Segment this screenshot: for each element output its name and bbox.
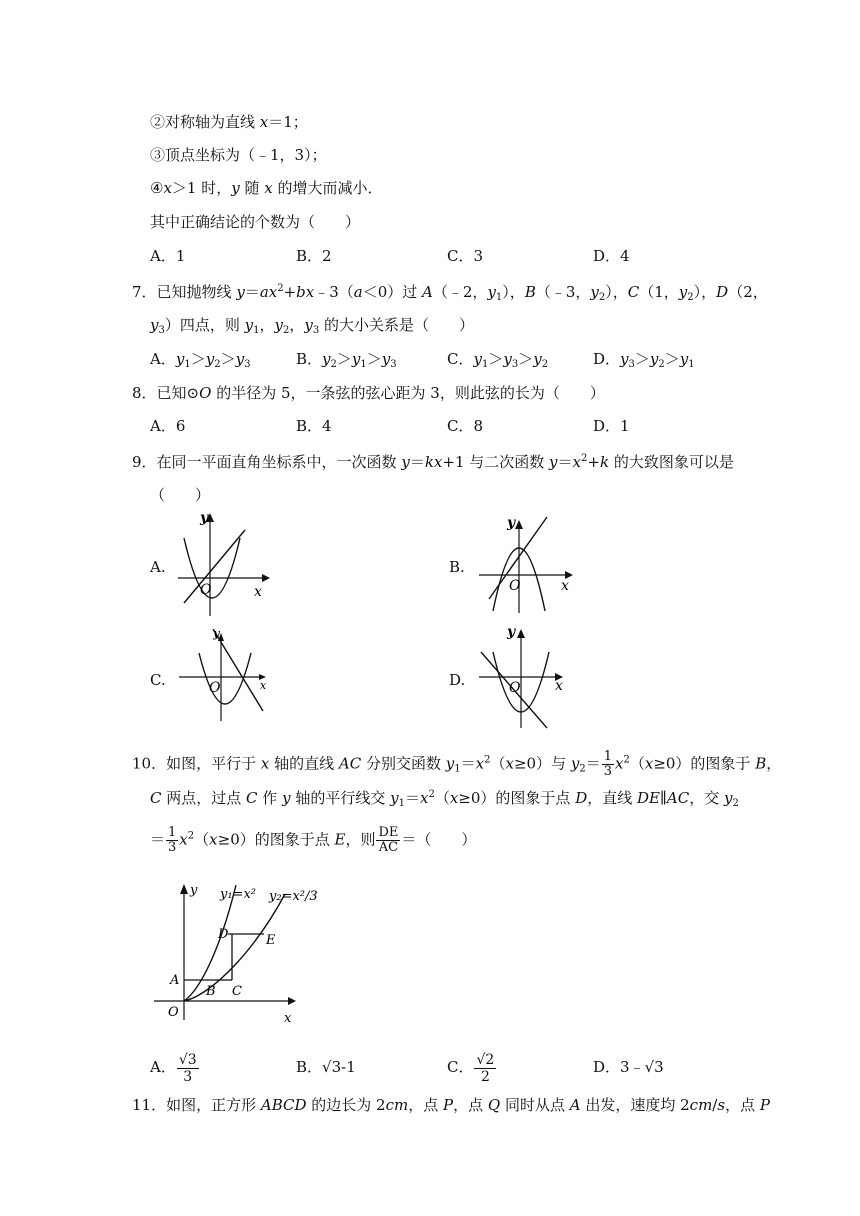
q8-option-d: D．1 [593, 417, 630, 435]
q11-text-line1: 11．如图，正方形 ABCD 的边长为 2cm，点 P，点 Q 同时从点 A 出发，速度均 2cm/s，点 P [132, 1096, 770, 1114]
q6-option-b: B．2 [296, 247, 332, 265]
q6-stem: 其中正确结论的个数为（ ） [150, 213, 361, 231]
q10-figure [150, 870, 318, 1030]
q6-item-2: ②对称轴为直线 x＝1； [150, 113, 308, 131]
q10-y-axis-label: y [190, 883, 198, 898]
q10-y1-label: y₁=x² [220, 887, 256, 902]
q9-c-origin: O [209, 680, 221, 696]
q10-point-e: E [266, 933, 276, 948]
q9-b-x-label: x [561, 578, 569, 594]
q9-label-c: C. [150, 671, 166, 689]
q8-option-a: A．6 [150, 417, 186, 435]
q9-label-b: B. [449, 558, 465, 576]
q6-item-3: ③顶点坐标为（﹣1，3）； [150, 146, 327, 164]
q9-a-origin: O [200, 582, 212, 598]
q10-option-d: D．3﹣√3 [593, 1058, 664, 1076]
q10-point-a: A [170, 973, 180, 988]
q9-b-origin: O [509, 578, 521, 594]
q9-d-origin: O [509, 680, 521, 696]
q7-option-d: D．$y_3>y_2>y_1$ [593, 350, 695, 370]
q9-text-line1: 9．在同一平面直角坐标系中，一次函数 y＝kx+1 与二次函数 $y=x^2+k$ 的大致图象可以是 [132, 453, 734, 471]
q7-option-a: A．$y_1>y_2>y_3$ [150, 350, 251, 370]
q10-point-c: C [232, 984, 242, 999]
q10-text-line2: C 两点，过点 C 作 y 轴的平行线交 $y_1=x^2(x\ge 0)$的图象于点 D，直线 DE∥AC，交 $y_2$ [150, 789, 739, 809]
q9-graph-b [475, 515, 580, 615]
q7-text-line1: 7．已知抛物线 $y=ax^2+bx﹣3(a<0)$过 A（﹣2，$y_1$），B（﹣3，$y_2$），C（1，$y_2$），D（2， [132, 283, 768, 303]
q10-point-d: D [218, 927, 229, 942]
q9-text-line2: （ ） [150, 486, 211, 504]
q9-label-a: A. [150, 558, 166, 576]
q9-a-y-label: y [200, 510, 209, 526]
q9-graph-a [170, 508, 275, 618]
q9-d-y-label: y [507, 624, 516, 640]
q8-option-b: B．4 [296, 417, 332, 435]
q9-graph-c [175, 625, 275, 725]
q7-text-line2: $y_3$）四点，则 $y_1$，$y_2$，$y_3$ 的大小关系是（ ） [150, 316, 475, 336]
q9-c-x-label: x [260, 679, 267, 692]
q10-origin: O [168, 1005, 179, 1020]
q8-option-c: C．8 [447, 417, 484, 435]
q6-option-c: C．3 [447, 247, 484, 265]
q10-option-a: A． $\frac{√3}{3}$ [150, 1051, 197, 1085]
q10-y2-label: y₂=x²/3 [269, 889, 318, 904]
q10-option-c: C． $\frac{√2}{2}$ [447, 1051, 495, 1085]
q10-text-line1: 10．如图，平行于 x 轴的直线 AC 分别交函数 $y_1=x^2(x\ge 0)$与 $y_2=$ $\frac{1}{3}$ $x^2(x\ge 0)$的图象于 B， [132, 749, 782, 779]
q6-option-a: A．1 [150, 247, 186, 265]
q9-graph-d [475, 622, 575, 732]
q10-text-line3: ＝ $\frac{1}{3}$ $x^2(x\ge 0)$的图象于点 E，则 $\frac{DE}{AC}$ ＝（ ） [150, 825, 477, 855]
q10-point-b: B [206, 984, 216, 999]
q9-label-d: D. [449, 671, 466, 689]
q9-d-x-label: x [555, 678, 563, 694]
q10-option-b: B．√3-1 [296, 1058, 356, 1076]
q7-option-c: C．$y_1>y_3>y_2$ [447, 350, 549, 370]
q6-item-4: ④x＞1 时，y 随 x 的增大而减小． [150, 179, 383, 197]
q6-option-d: D．4 [593, 247, 630, 265]
q9-a-x-label: x [254, 584, 262, 600]
q9-b-y-label: y [507, 515, 516, 531]
q8-text: 8．已知⊙O 的半径为 5，一条弦的弦心距为 3，则此弦的长为（ ） [132, 384, 605, 402]
q7-option-b: B．$y_2>y_1>y_3$ [296, 350, 397, 370]
q10-x-axis-label: x [284, 1011, 292, 1026]
q9-c-y-label: y [213, 627, 220, 640]
